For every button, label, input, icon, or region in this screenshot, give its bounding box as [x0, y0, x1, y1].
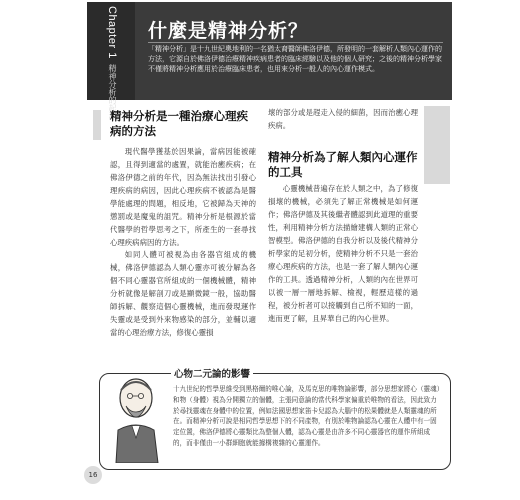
- intro-text: 「精神分析」是十九世紀奧地利的一名猶太裔醫師佛洛伊德，所發明的一套解析人類內心運作的方法，它源自於佛洛伊德治療精神疾病患者的臨床經驗以及他的個人研究；之後的精神分析學家不僅將精神分析應用於治療臨床患者，也用來分析一般人的內心運作模式。: [148, 45, 442, 73]
- chapter-subtitle: 精神分析的起源: [108, 63, 117, 120]
- col2-continued-text: 壞的部分或是趕走入侵的細菌，因而治癒心理疾病。: [268, 108, 418, 130]
- page-title: 什麼是精神分析？: [148, 20, 309, 42]
- chapter-label: Chapter 1: [106, 6, 118, 59]
- page-number: 16: [84, 466, 102, 484]
- section1-para1: 現代醫學獲基於因果論，當病因能被確認，且得到適當的處置，就能治癒疾病；在佛洛伊德之前的年代，因為無法找出引發心理疾病的病因，因此心理疾病不被認為是醫學能處理的問題，相反地，它被歸為天神的懲罰或是魔鬼的詛咒。精神分析是根源於當代醫學的哲學思考之下，所產生的一套尋找心理疾病病因的方法。: [110, 147, 256, 247]
- side-tab: [424, 106, 450, 184]
- chapter-marker: [103, 6, 122, 120]
- title-divider: [148, 42, 443, 43]
- section-marker: [93, 110, 101, 140]
- section2-heading: 精神分析為了解人類內心運作的工具: [268, 150, 418, 179]
- sidebar-text: 十九世紀的哲學思維受到黑格爾的唯心論，及馬克思的唯物論影響，部分思想家將心（靈魂）和物（身體）視為分開獨立的個體，主張同意論的當代科學家偏重於唯物的看法，因此致力於尋找靈魂在身體中的位置，例如法國思想家笛卡兒認為大腦中的松果體就是人類靈魂的所在。而精神分析可說是相同哲學思想下的不同產物，有別於唯物論認為心靈在人體中有一固定位置，佛洛伊德將心靈類比為整個人體，認為心靈是由許多不同心靈器官的運作所組成的，而非僅由一小群細胞就能據構複雜的心靈運作。: [173, 385, 441, 447]
- section1-heading: 精神分析是一種治療心理疾病的方法: [110, 109, 248, 138]
- section1-para2: 如同人體可被視為由各器官組成的機械，佛洛伊德認為人類心靈亦可被分解為各個不同心靈器官所組成的一個機械體，精神分析就像是解剖刀或是顯微鏡一般，協助醫師拆解、觀察這個心靈機械，進而發現運作失靈或是受到外來物感染的部分，並輔以適當的心理治療方法，修復心靈損: [110, 250, 256, 337]
- sidebar-title: 心物二元論的影響: [171, 366, 253, 380]
- freud-portrait-illustration: [108, 368, 168, 463]
- section2-para: 心靈機械普遍存在於人類之中，為了修復損壞的機械，必須先了解正常機械是如何運作；佛洛伊德及其後繼者體認到此道理的重要性，利用精神分析方法描繪建構人類的正常心智模型。佛洛伊德的自我分析以及後代精神分析學家的足初分析，使精神分析不只是一套治療心理疾病的方法，也是一套了解人類內心運作的工具。透過精神分析，人類的內在世界可以被一層一層地拆解、檢視，輕歷這樣的過程，被分析者可以接觸到自己所不知的一面，進而更了解，且昇華自己的內心世界。: [268, 184, 418, 323]
